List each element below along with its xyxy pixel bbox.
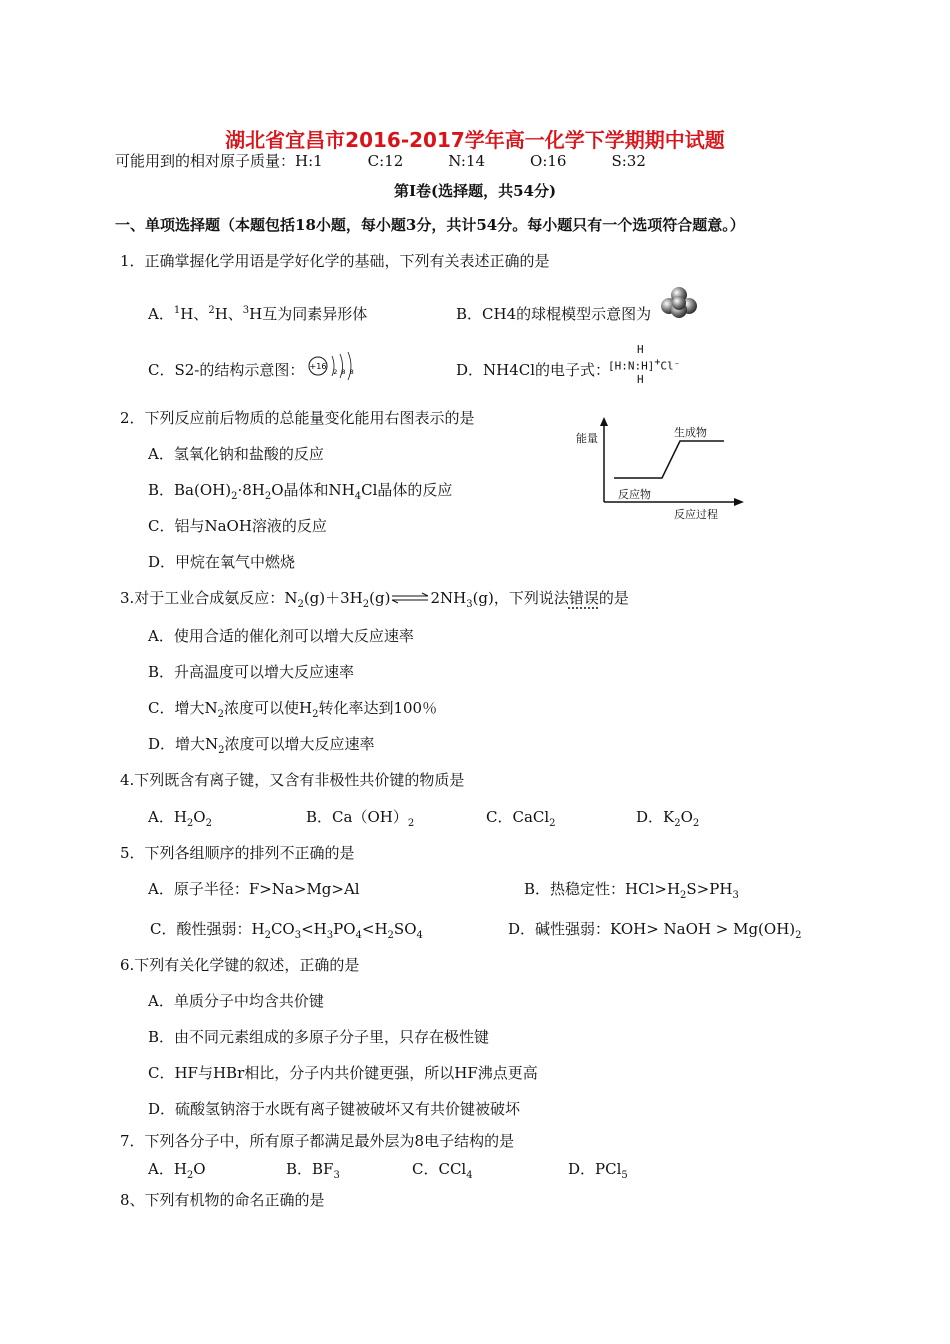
q7-option-a: A．$H_2O$	[148, 1160, 206, 1181]
q2-stem: 2．下列反应前后物质的总能量变化能用右图表示的是	[120, 409, 475, 427]
q6-option-a: A．单质分子中均含共价键	[148, 992, 324, 1010]
q5-option-c: C．酸性强弱：$H_2CO_3<H_3PO_4<H_2SO_4$	[150, 920, 423, 941]
q4-option-a: A．$H_2O_2$	[148, 808, 212, 829]
reactant-label: 反应物	[618, 488, 651, 501]
q2-option-b: B．$Ba(OH)_2\cdot 8H_2O$晶体和$NH_4Cl$晶体的反应	[148, 481, 453, 502]
q1-stem: 1．正确掌握化学用语是学好化学的基础，下列有关表述正确的是	[120, 252, 550, 270]
q3-option-a: A．使用合适的催化剂可以增大反应速率	[148, 627, 414, 645]
q6-option-c: C．HF与HBr相比，分子内共价键更强，所以HF沸点更高	[148, 1064, 538, 1082]
q8-stem: 8、下列有机物的命名正确的是	[120, 1191, 325, 1209]
q4-option-d: D．$K_2O_2$	[636, 808, 700, 829]
q2-option-c: C．铝与NaOH溶液的反应	[148, 517, 327, 535]
reaction-process-axis-label: 反应过程	[674, 508, 718, 521]
q1-option-c: C．S2-的结构示意图：	[148, 361, 305, 379]
q7-stem: 7．下列各分子中，所有原子都满足最外层为8电子结构的是	[120, 1132, 515, 1150]
nucleus-charge: +16	[309, 362, 327, 371]
shell-electrons: 2 8 8	[333, 368, 355, 376]
sulfide-ion-structure-diagram	[308, 351, 360, 381]
q1-option-d: D．NH4Cl的电子式：	[456, 361, 611, 379]
q1-option-a: A．$^1$H、$^2$H、$^3$H互为同素异形体	[148, 305, 368, 323]
q4-stem: 4.下列既含有离子键，又含有非极性共价键的物质是	[120, 771, 465, 789]
q1-option-b: B．CH4的球棍模型示意图为	[456, 305, 652, 323]
q6-stem: 6.下列有关化学键的叙述，正确的是	[120, 956, 360, 974]
q2-option-a: A．氢氧化钠和盐酸的反应	[148, 445, 324, 463]
q3-stem: 3.对于工业合成氨反应：$N_2(g)+3H_2(g)$ $2NH_3(g)$，下列说法错误的是	[120, 589, 629, 610]
part1-heading: 第Ⅰ卷(选择题，共54分)	[393, 182, 557, 200]
q2-option-d: D．甲烷在氧气中燃烧	[148, 553, 296, 571]
q5-option-a: A．原子半径：F>Na>Mg>Al	[148, 880, 360, 898]
q7-option-b: B．$BF_3$	[286, 1160, 340, 1181]
nh4cl-electron-formula: H [H:N:H]+Cl⁻ H	[608, 343, 681, 386]
q6-option-b: B．由不同元素组成的多原子分子里，只存在极性键	[148, 1028, 490, 1046]
q5-stem: 5．下列各组顺序的排列不正确的是	[120, 844, 355, 862]
q6-option-d: D．硫酸氢钠溶于水既有离子键被破坏又有共价键被破坏	[148, 1100, 521, 1118]
q4-option-b: B．$Ca(OH)_2$	[306, 808, 415, 829]
q4-option-c: C．CaCl$_2$	[486, 808, 556, 829]
q3-option-d: D．增大$N_2$浓度可以增大反应速率	[148, 735, 375, 756]
q3-option-b: B．升高温度可以增大反应速率	[148, 663, 355, 681]
q5-option-d: D．碱性强弱：KOH> NaOH > $Mg(OH)_2$	[508, 920, 802, 941]
energy-axis-label: 能量	[576, 432, 598, 445]
energy-diagram	[574, 414, 752, 526]
q3-option-c: C．增大$N_2$浓度可以使$H_2$转化率达到100％	[148, 699, 438, 720]
q7-option-d: D．PCl$_5$	[568, 1160, 628, 1181]
q5-option-b: B．热稳定性：$HCl>H_2S>PH_3$	[524, 880, 739, 901]
document-title: 湖北省宜昌市2016-2017学年高一化学下学期期中试题	[225, 128, 725, 152]
section1-heading: 一、单项选择题（本题包括18小题，每小题3分，共计54分。每小题只有一个选项符合题意。）	[115, 216, 745, 234]
q7-option-c: C．CCl$_4$	[412, 1160, 473, 1181]
ch4-ball-model-image	[660, 286, 698, 320]
atomic-masses: 可能用到的相对原子质量：H:1 C:12 N:14 O:16 S:32	[115, 152, 646, 170]
product-label: 生成物	[674, 426, 707, 439]
equilibrium-arrow-icon	[390, 592, 430, 604]
